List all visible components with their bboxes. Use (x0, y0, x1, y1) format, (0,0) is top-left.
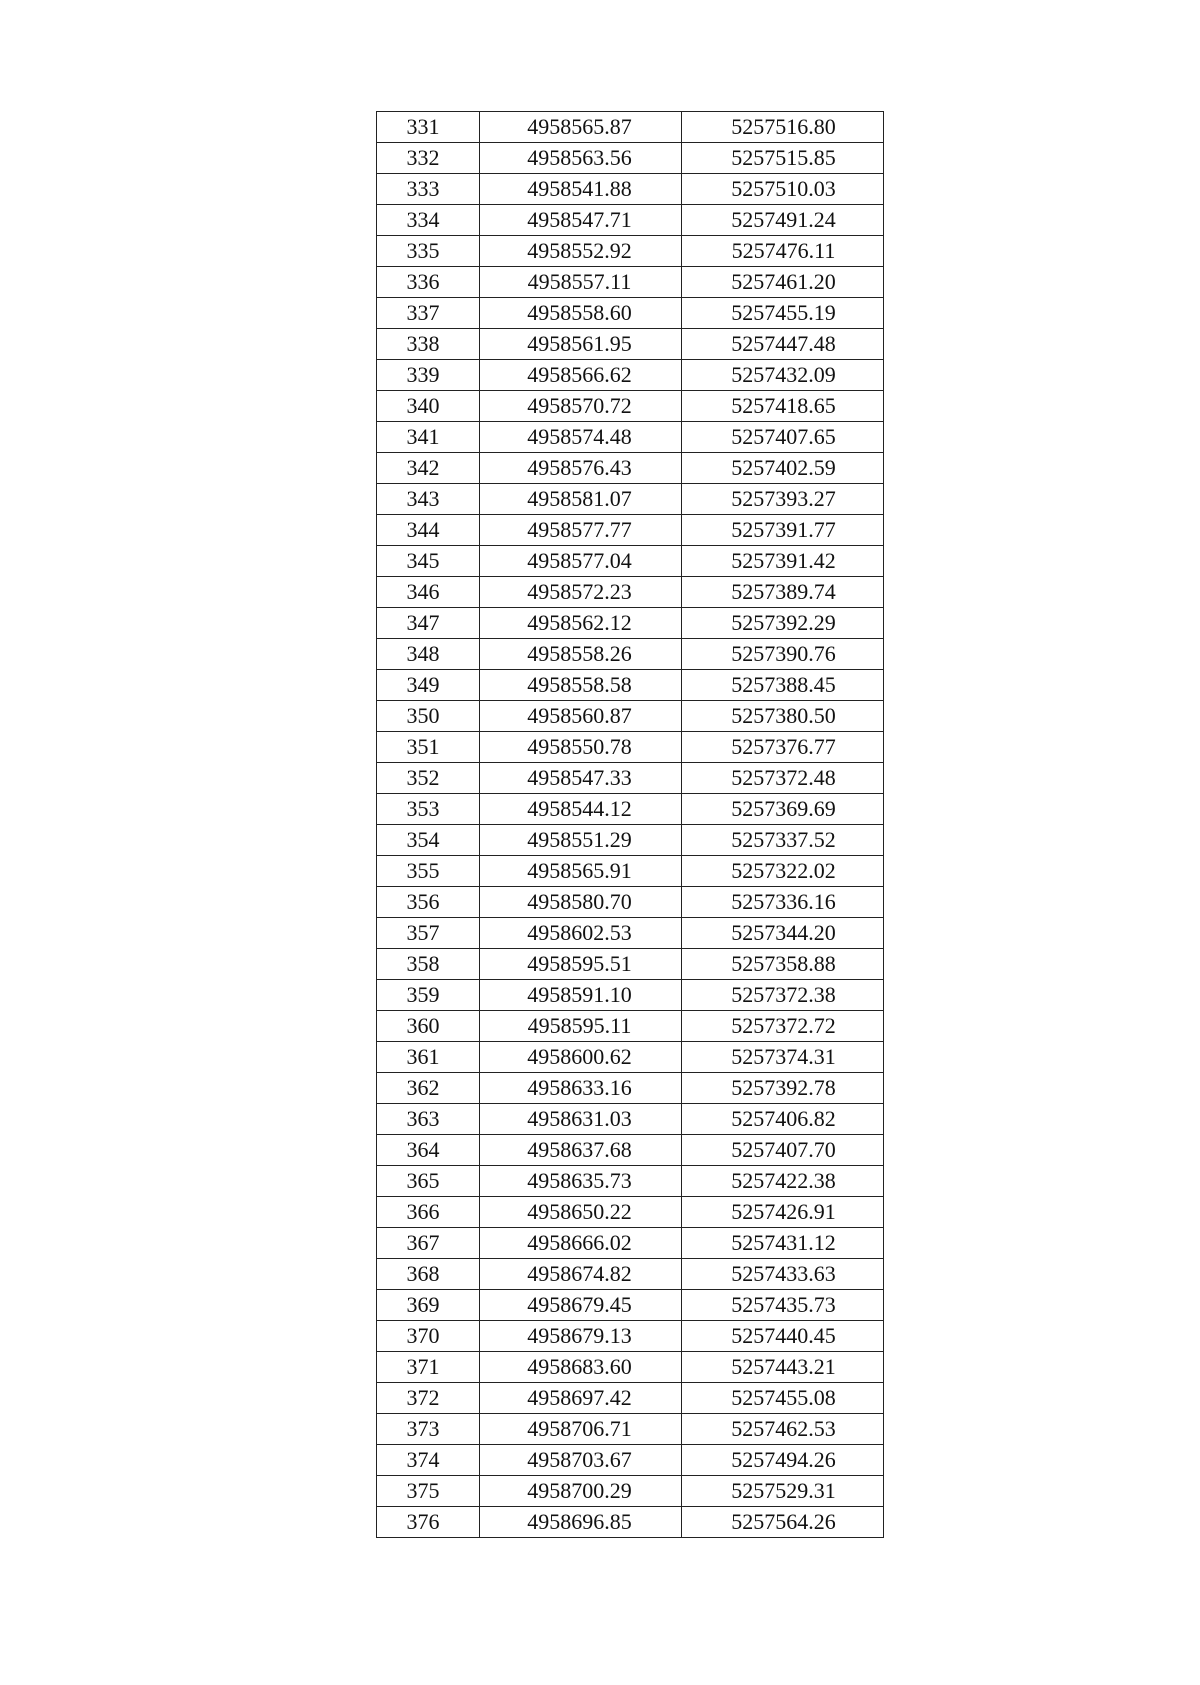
table-row (377, 1445, 884, 1476)
table-row (377, 174, 884, 205)
table-row (377, 422, 884, 453)
y-coordinate-cell: 5257406.82 (682, 1104, 884, 1135)
y-coordinate-cell: 5257337.52 (682, 825, 884, 856)
point-number-cell: 356 (377, 887, 480, 918)
table-row (377, 298, 884, 329)
y-coordinate-cell: 5257440.45 (682, 1321, 884, 1352)
y-coordinate-cell: 5257391.77 (682, 515, 884, 546)
point-number-cell: 364 (377, 1135, 480, 1166)
table-row (377, 1321, 884, 1352)
point-number-cell: 354 (377, 825, 480, 856)
point-number-cell: 340 (377, 391, 480, 422)
x-coordinate-cell: 4958666.02 (480, 1228, 682, 1259)
table-row (377, 1166, 884, 1197)
point-number-cell: 371 (377, 1352, 480, 1383)
x-coordinate-cell: 4958600.62 (480, 1042, 682, 1073)
x-coordinate-cell: 4958565.87 (480, 112, 682, 143)
table-row (377, 1352, 884, 1383)
table-row (377, 825, 884, 856)
x-coordinate-cell: 4958558.58 (480, 670, 682, 701)
y-coordinate-cell: 5257407.70 (682, 1135, 884, 1166)
table-row (377, 949, 884, 980)
x-coordinate-cell: 4958550.78 (480, 732, 682, 763)
point-number-cell: 353 (377, 794, 480, 825)
point-number-cell: 361 (377, 1042, 480, 1073)
x-coordinate-cell: 4958562.12 (480, 608, 682, 639)
x-coordinate-cell: 4958633.16 (480, 1073, 682, 1104)
point-number-cell: 348 (377, 639, 480, 670)
table-row (377, 329, 884, 360)
x-coordinate-cell: 4958572.23 (480, 577, 682, 608)
y-coordinate-cell: 5257455.08 (682, 1383, 884, 1414)
table-row (377, 732, 884, 763)
y-coordinate-cell: 5257461.20 (682, 267, 884, 298)
point-number-cell: 376 (377, 1507, 480, 1538)
y-coordinate-cell: 5257369.69 (682, 794, 884, 825)
table-row (377, 1259, 884, 1290)
y-coordinate-cell: 5257510.03 (682, 174, 884, 205)
table-row (377, 1104, 884, 1135)
y-coordinate-cell: 5257344.20 (682, 918, 884, 949)
table-row (377, 701, 884, 732)
table-row (377, 794, 884, 825)
table-row (377, 1383, 884, 1414)
y-coordinate-cell: 5257462.53 (682, 1414, 884, 1445)
point-number-cell: 366 (377, 1197, 480, 1228)
x-coordinate-cell: 4958560.87 (480, 701, 682, 732)
y-coordinate-cell: 5257402.59 (682, 453, 884, 484)
y-coordinate-cell: 5257391.42 (682, 546, 884, 577)
y-coordinate-cell: 5257432.09 (682, 360, 884, 391)
point-number-cell: 347 (377, 608, 480, 639)
y-coordinate-cell: 5257433.63 (682, 1259, 884, 1290)
table-row (377, 887, 884, 918)
table-row (377, 1073, 884, 1104)
x-coordinate-cell: 4958541.88 (480, 174, 682, 205)
point-number-cell: 359 (377, 980, 480, 1011)
point-number-cell: 341 (377, 422, 480, 453)
point-number-cell: 336 (377, 267, 480, 298)
y-coordinate-cell: 5257372.38 (682, 980, 884, 1011)
point-number-cell: 374 (377, 1445, 480, 1476)
point-number-cell: 373 (377, 1414, 480, 1445)
point-number-cell: 375 (377, 1476, 480, 1507)
x-coordinate-cell: 4958637.68 (480, 1135, 682, 1166)
point-number-cell: 339 (377, 360, 480, 391)
table-row (377, 453, 884, 484)
table-row (377, 670, 884, 701)
point-number-cell: 350 (377, 701, 480, 732)
point-number-cell: 346 (377, 577, 480, 608)
y-coordinate-cell: 5257322.02 (682, 856, 884, 887)
y-coordinate-cell: 5257372.72 (682, 1011, 884, 1042)
point-number-cell: 369 (377, 1290, 480, 1321)
point-number-cell: 332 (377, 143, 480, 174)
point-number-cell: 358 (377, 949, 480, 980)
table-row (377, 360, 884, 391)
x-coordinate-cell: 4958544.12 (480, 794, 682, 825)
x-coordinate-cell: 4958552.92 (480, 236, 682, 267)
x-coordinate-cell: 4958576.43 (480, 453, 682, 484)
y-coordinate-cell: 5257390.76 (682, 639, 884, 670)
y-coordinate-cell: 5257358.88 (682, 949, 884, 980)
y-coordinate-cell: 5257372.48 (682, 763, 884, 794)
table-row (377, 856, 884, 887)
y-coordinate-cell: 5257392.78 (682, 1073, 884, 1104)
y-coordinate-cell: 5257392.29 (682, 608, 884, 639)
y-coordinate-cell: 5257426.91 (682, 1197, 884, 1228)
y-coordinate-cell: 5257407.65 (682, 422, 884, 453)
table-row (377, 484, 884, 515)
table-row (377, 1197, 884, 1228)
y-coordinate-cell: 5257388.45 (682, 670, 884, 701)
x-coordinate-cell: 4958570.72 (480, 391, 682, 422)
y-coordinate-cell: 5257380.50 (682, 701, 884, 732)
coordinates-table-body (377, 112, 884, 1538)
table-row (377, 515, 884, 546)
x-coordinate-cell: 4958706.71 (480, 1414, 682, 1445)
table-row (377, 1414, 884, 1445)
y-coordinate-cell: 5257516.80 (682, 112, 884, 143)
table-row (377, 112, 884, 143)
table-row (377, 1476, 884, 1507)
point-number-cell: 362 (377, 1073, 480, 1104)
x-coordinate-cell: 4958602.53 (480, 918, 682, 949)
y-coordinate-cell: 5257491.24 (682, 205, 884, 236)
table-row (377, 236, 884, 267)
y-coordinate-cell: 5257476.11 (682, 236, 884, 267)
x-coordinate-cell: 4958650.22 (480, 1197, 682, 1228)
point-number-cell: 370 (377, 1321, 480, 1352)
y-coordinate-cell: 5257564.26 (682, 1507, 884, 1538)
point-number-cell: 357 (377, 918, 480, 949)
y-coordinate-cell: 5257515.85 (682, 143, 884, 174)
x-coordinate-cell: 4958595.51 (480, 949, 682, 980)
point-number-cell: 343 (377, 484, 480, 515)
table-row (377, 1135, 884, 1166)
table-row (377, 143, 884, 174)
y-coordinate-cell: 5257443.21 (682, 1352, 884, 1383)
x-coordinate-cell: 4958591.10 (480, 980, 682, 1011)
x-coordinate-cell: 4958577.77 (480, 515, 682, 546)
point-number-cell: 368 (377, 1259, 480, 1290)
y-coordinate-cell: 5257422.38 (682, 1166, 884, 1197)
x-coordinate-cell: 4958574.48 (480, 422, 682, 453)
point-number-cell: 331 (377, 112, 480, 143)
point-number-cell: 351 (377, 732, 480, 763)
x-coordinate-cell: 4958595.11 (480, 1011, 682, 1042)
x-coordinate-cell: 4958558.60 (480, 298, 682, 329)
x-coordinate-cell: 4958551.29 (480, 825, 682, 856)
x-coordinate-cell: 4958563.56 (480, 143, 682, 174)
x-coordinate-cell: 4958566.62 (480, 360, 682, 391)
x-coordinate-cell: 4958700.29 (480, 1476, 682, 1507)
y-coordinate-cell: 5257336.16 (682, 887, 884, 918)
y-coordinate-cell: 5257447.48 (682, 329, 884, 360)
table-row (377, 639, 884, 670)
table-row (377, 546, 884, 577)
y-coordinate-cell: 5257418.65 (682, 391, 884, 422)
point-number-cell: 355 (377, 856, 480, 887)
point-number-cell: 337 (377, 298, 480, 329)
x-coordinate-cell: 4958697.42 (480, 1383, 682, 1414)
x-coordinate-cell: 4958635.73 (480, 1166, 682, 1197)
x-coordinate-cell: 4958703.67 (480, 1445, 682, 1476)
point-number-cell: 338 (377, 329, 480, 360)
y-coordinate-cell: 5257374.31 (682, 1042, 884, 1073)
table-row (377, 205, 884, 236)
table-row (377, 1042, 884, 1073)
table-row (377, 918, 884, 949)
x-coordinate-cell: 4958547.33 (480, 763, 682, 794)
table-row (377, 1011, 884, 1042)
point-number-cell: 360 (377, 1011, 480, 1042)
table-row (377, 763, 884, 794)
y-coordinate-cell: 5257389.74 (682, 577, 884, 608)
table-row (377, 391, 884, 422)
table-row (377, 1290, 884, 1321)
point-number-cell: 365 (377, 1166, 480, 1197)
x-coordinate-cell: 4958581.07 (480, 484, 682, 515)
point-number-cell: 333 (377, 174, 480, 205)
x-coordinate-cell: 4958683.60 (480, 1352, 682, 1383)
x-coordinate-cell: 4958679.13 (480, 1321, 682, 1352)
table-row (377, 608, 884, 639)
point-number-cell: 352 (377, 763, 480, 794)
table-row (377, 980, 884, 1011)
y-coordinate-cell: 5257431.12 (682, 1228, 884, 1259)
x-coordinate-cell: 4958674.82 (480, 1259, 682, 1290)
table-row (377, 1228, 884, 1259)
x-coordinate-cell: 4958696.85 (480, 1507, 682, 1538)
point-number-cell: 349 (377, 670, 480, 701)
x-coordinate-cell: 4958577.04 (480, 546, 682, 577)
x-coordinate-cell: 4958631.03 (480, 1104, 682, 1135)
point-number-cell: 334 (377, 205, 480, 236)
x-coordinate-cell: 4958679.45 (480, 1290, 682, 1321)
x-coordinate-cell: 4958580.70 (480, 887, 682, 918)
x-coordinate-cell: 4958565.91 (480, 856, 682, 887)
point-number-cell: 363 (377, 1104, 480, 1135)
table-row (377, 577, 884, 608)
y-coordinate-cell: 5257435.73 (682, 1290, 884, 1321)
y-coordinate-cell: 5257393.27 (682, 484, 884, 515)
y-coordinate-cell: 5257376.77 (682, 732, 884, 763)
point-number-cell: 345 (377, 546, 480, 577)
x-coordinate-cell: 4958547.71 (480, 205, 682, 236)
y-coordinate-cell: 5257455.19 (682, 298, 884, 329)
coordinates-table (376, 111, 884, 1538)
point-number-cell: 342 (377, 453, 480, 484)
point-number-cell: 344 (377, 515, 480, 546)
point-number-cell: 372 (377, 1383, 480, 1414)
table-row (377, 1507, 884, 1538)
y-coordinate-cell: 5257494.26 (682, 1445, 884, 1476)
x-coordinate-cell: 4958558.26 (480, 639, 682, 670)
table-row (377, 267, 884, 298)
point-number-cell: 367 (377, 1228, 480, 1259)
x-coordinate-cell: 4958557.11 (480, 267, 682, 298)
point-number-cell: 335 (377, 236, 480, 267)
y-coordinate-cell: 5257529.31 (682, 1476, 884, 1507)
x-coordinate-cell: 4958561.95 (480, 329, 682, 360)
